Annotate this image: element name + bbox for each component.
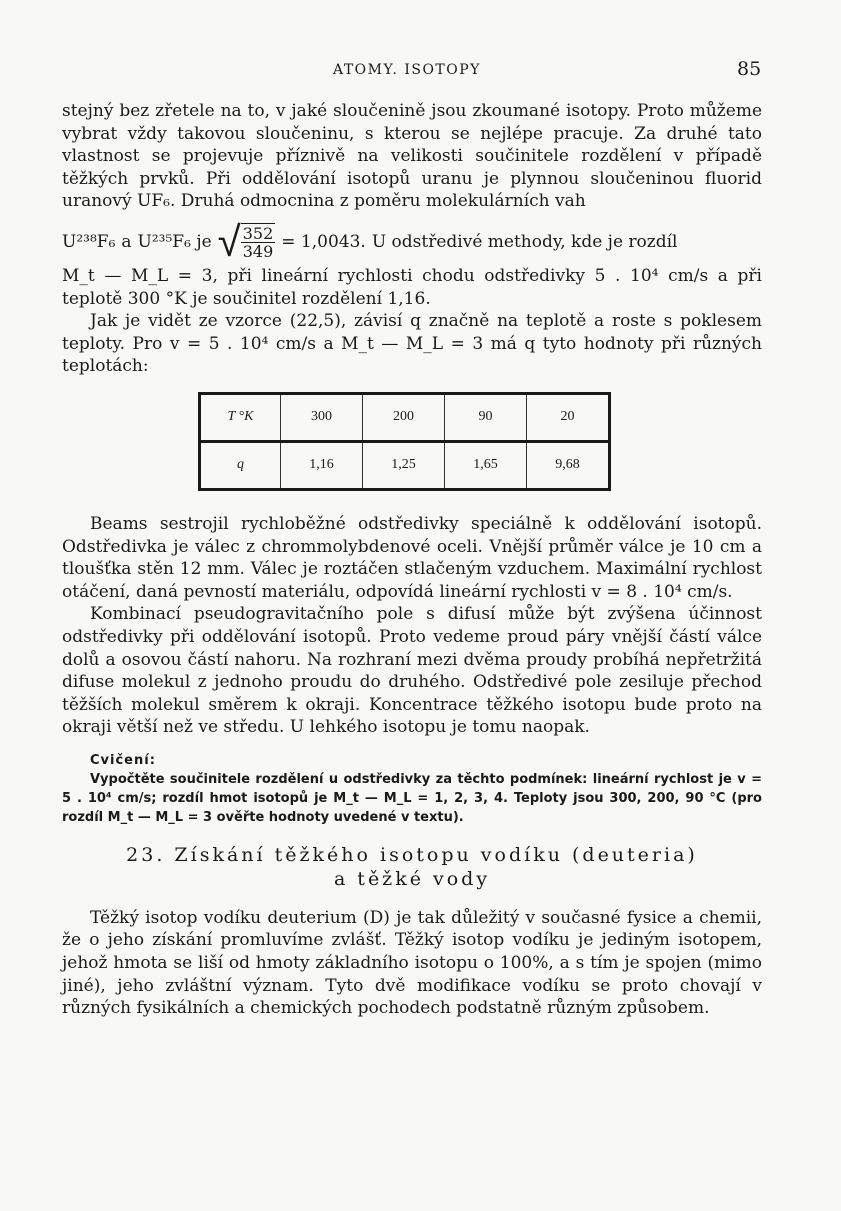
table-cell: 200 [363,393,445,441]
formula-lhs-a: U²³⁸F₆ [62,231,116,252]
formula-continuation: U odstředivé methody, kde je rozdíl [371,231,678,252]
paragraph-1-continued: M_t — M_L = 3, při lineární rychlosti chodu odstředivky 5 . 10⁴ cm/s a při teplotě 300 °K je součinitel rozdělení 1,16. [62,265,762,309]
page-header [0,58,841,88]
table-cell: 20 [527,393,610,441]
section-title-line-2: a těžké vody [333,867,491,890]
table-cell: 9,68 [527,441,610,489]
table-cell: 1,65 [445,441,527,489]
fraction-denominator: 349 [242,242,274,262]
exercise-block [62,751,762,827]
table-row-label: T °K [200,393,281,441]
paragraph-4: Kombinací pseudogravitačního pole s difusí může být zvýšena účinnost odstředivky při oddělování isotopů. Proto vedeme proud páry vnější částí válce dolů a osovou částí nahoru. Na rozhraní mezi dvěma proudy probíhá nepřetržitá difuse molekul z jednoho proudu do druhého. Odstředivé pole zesiluje přechod těžších molekul směrem k okraji. Koncentrace těžkého isotopu bude proto na okraji větší než ve středu. U lehkého isotopu je tomu naopak. [62,604,762,738]
paragraph-2: Jak je vidět ze vzorce (22,5), závisí q značně na teplotě a roste s poklesem teploty. Pro v = 5 . 10⁴ cm/s a M_t — M_L = 3 má q tyto hodnoty při různých teplotách: [62,311,762,377]
sqrt-fraction: √ $\frac{352}{349}$ [217,216,274,266]
section-number: 23. [126,843,166,866]
table-cell: 1,16 [281,441,363,489]
exercise-text: Vypočtěte součinitele rozdělení u odstředivky za těchto podmínek: lineární rychlost je v = 5 . 10⁴ cm/s; rozdíl hmot isotopů je M_t — M_L = 1, 2, 3, 4. Teploty jsou 300, 200, 90 °C (pro rozdíl M_t — M_L = 3 ověřte hodnoty uvedené v textu). [62,771,762,825]
paragraph-5: Těžký isotop vodíku deuterium (D) je tak důležitý v současné fysice a chemii, že o jeho získání promluvíme zvlášť. Těžký isotop vodíku je jediným isotopem, jehož hmota se liší od hmoty základního isotopu o 100%, a s tím je spojen (mimo jiné), jeho zvláštní význam. Tyto dvě modifikace vodíku se proto chovají v různých fysikálních a chemických pochodech podstatně různým způsobem. [62,907,762,1019]
temperature-table [198,392,611,491]
table-cell: 1,25 [363,441,445,489]
table-row [200,441,610,489]
temperature-table-wrap [198,392,762,491]
table-row [200,393,610,441]
section-heading [62,843,762,891]
exercise-title: Cvičení: [90,752,156,768]
table-cell: 90 [445,393,527,441]
paragraph-1: stejný bez zřetele na to, v jaké sloučenině jsou zkoumané isotopy. Proto můžeme vybrat vždy takovou sloučeninu, s kterou se nejlépe pracuje. Za druhé tato vlastnost se projevuje příznivě na velikosti součinitele rozdělení v případě těžkých prvků. Při oddělování isotopů uranu je plynnou sloučeninou fluorid uranový UF₆. Druhá odmocnina z poměru molekulárních vah [62,101,762,212]
formula-result: = 1,0043. [281,231,366,252]
fraction-numerator: 352 [242,224,274,244]
formula-lhs-b: U²³⁵F₆ je [137,231,212,252]
paragraph-3: Beams sestrojil rychloběžné odstředivky speciálně k oddělování isotopů. Odstředivka je válec z chrommolybdenové oceli. Vnější průměr válce je 10 cm a tloušťka stěn 12 mm. Válec je roztáčen stlačeným vzduchem. Maximální rychlost otáčení, daná pevností materiálu, odpovídá lineární rychlosti v = 8 . 10⁴ cm/s. [62,513,762,602]
body-text [62,100,762,1020]
formula-conj: a [121,231,132,252]
formula-line [62,216,762,266]
section-title-line-1: Získání těžkého isotopu vodíku (deuteria) [174,843,698,866]
page-number: 85 [737,58,762,80]
running-head: ATOMY. ISOTOPY [333,62,481,78]
table-cell: 300 [281,393,363,441]
table-row-label: q [200,441,281,489]
